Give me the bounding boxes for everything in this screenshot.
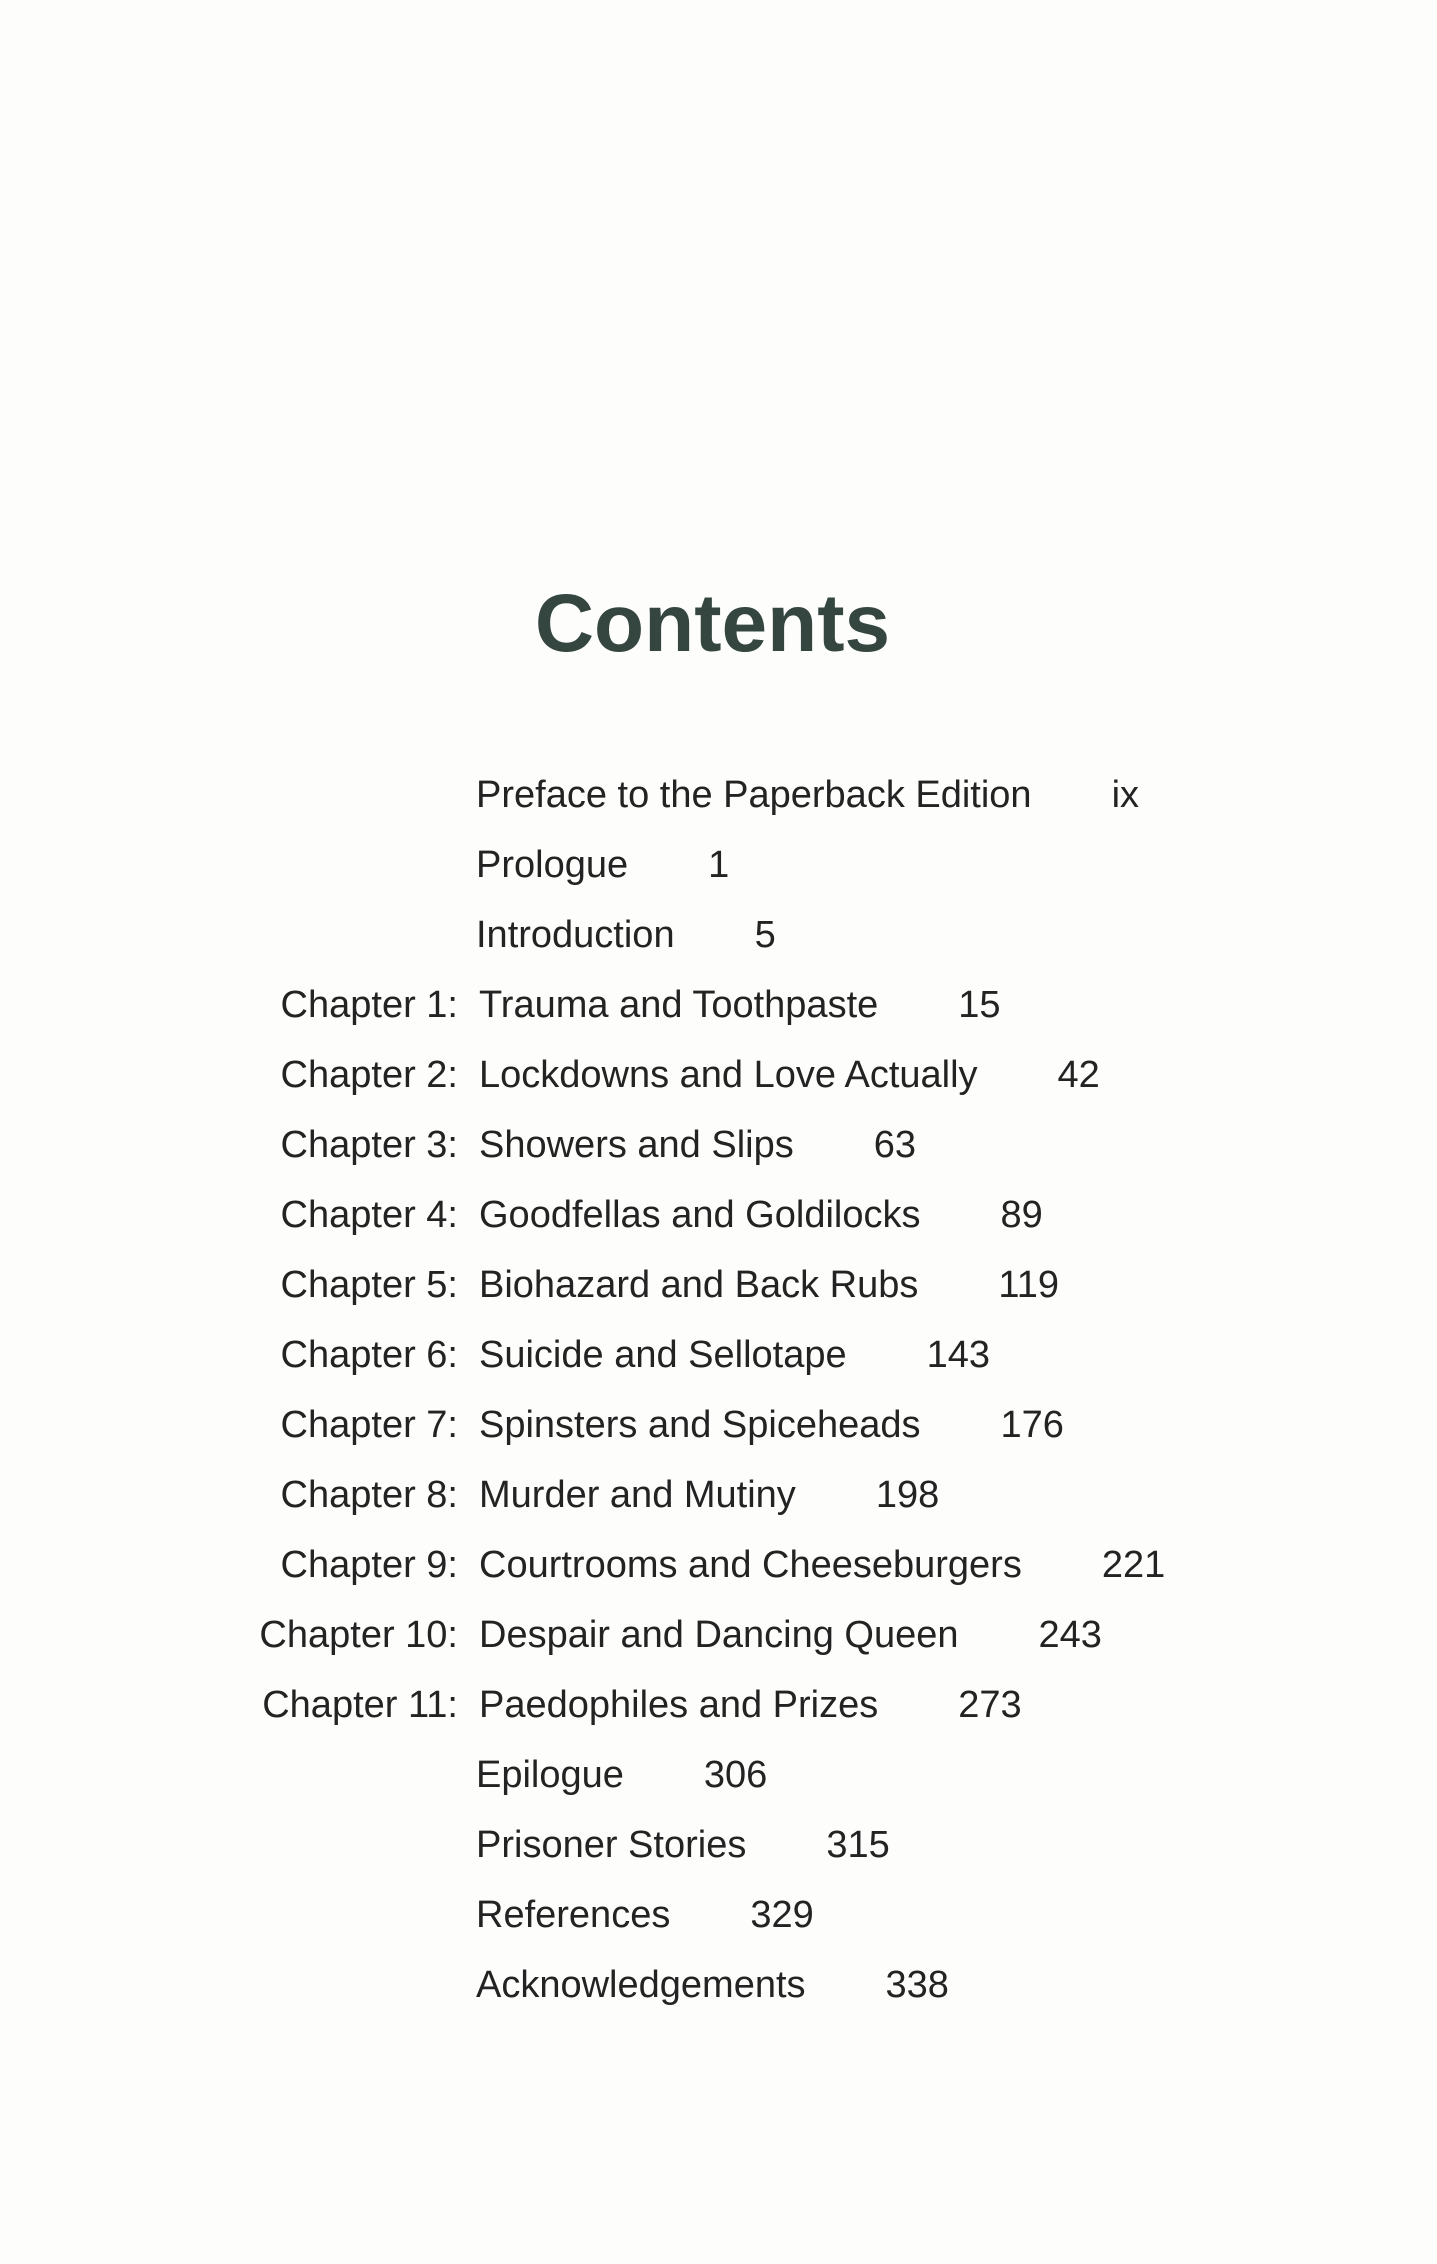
entry-title: Paedophiles and Prizes xyxy=(479,1684,879,1726)
entry-body xyxy=(479,1530,1165,1600)
entry-title: Lockdowns and Love Actually xyxy=(479,1054,978,1096)
entry-body xyxy=(479,1110,916,1180)
chapter-label: Chapter 6: xyxy=(280,1334,458,1376)
toc-entry xyxy=(0,970,1437,1040)
entry-body xyxy=(476,1880,814,1950)
page-number: 273 xyxy=(958,1684,1022,1726)
entry-body xyxy=(476,830,729,900)
toc-entry xyxy=(0,1320,1437,1390)
toc-entry xyxy=(0,1670,1437,1740)
page-number: 306 xyxy=(703,1754,768,1796)
chapter-label: Chapter 9: xyxy=(280,1544,458,1586)
chapter-label: Chapter 1: xyxy=(280,984,458,1026)
entry-title: Trauma and Toothpaste xyxy=(479,984,879,1026)
page-number: 315 xyxy=(826,1824,890,1866)
entry-body xyxy=(479,1320,990,1390)
entry-title: Murder and Mutiny xyxy=(479,1474,796,1516)
entry-title: References xyxy=(476,1894,671,1936)
page-number: 329 xyxy=(750,1894,814,1936)
page-number: 143 xyxy=(926,1334,991,1376)
chapter-label: Chapter 5: xyxy=(280,1264,458,1306)
page-number: 221 xyxy=(1101,1544,1166,1586)
page-number: 15 xyxy=(958,984,1001,1026)
toc-entry xyxy=(0,1390,1437,1460)
toc-entry xyxy=(0,830,1437,900)
page-number: 89 xyxy=(1000,1194,1043,1236)
chapter-label: Chapter 4: xyxy=(280,1194,458,1236)
page-number: 243 xyxy=(1038,1614,1102,1656)
toc-entry xyxy=(0,1180,1437,1250)
toc-entry xyxy=(0,1740,1437,1810)
chapter-label: Chapter 3: xyxy=(280,1124,458,1166)
entry-body xyxy=(476,1740,767,1810)
chapter-label: Chapter 8: xyxy=(280,1474,458,1516)
page-number: 176 xyxy=(1000,1404,1064,1446)
page-number: 63 xyxy=(873,1124,917,1166)
toc-entry xyxy=(0,1040,1437,1110)
toc-entry xyxy=(0,900,1437,970)
chapter-label: Chapter 7: xyxy=(280,1404,458,1446)
toc-entry xyxy=(0,1600,1437,1670)
entry-body xyxy=(479,1040,1100,1110)
page-number: 119 xyxy=(998,1264,1059,1306)
entry-title: Spinsters and Spiceheads xyxy=(479,1404,921,1446)
entry-title: Biohazard and Back Rubs xyxy=(479,1264,919,1306)
page-number: 338 xyxy=(885,1964,949,2006)
page-number: 1 xyxy=(708,844,730,886)
entry-body xyxy=(476,760,1139,830)
entry-body xyxy=(479,1390,1064,1460)
entry-body xyxy=(479,1180,1043,1250)
entry-title: Showers and Slips xyxy=(479,1124,794,1166)
page-number: 198 xyxy=(875,1474,940,1516)
page-number: 5 xyxy=(754,914,776,956)
entry-title: Prisoner Stories xyxy=(476,1824,747,1866)
entry-title: Courtrooms and Cheeseburgers xyxy=(479,1544,1022,1586)
entry-body xyxy=(476,1810,890,1880)
page-title: Contents xyxy=(534,577,891,669)
toc-entry xyxy=(0,1950,1437,2020)
entry-title: Goodfellas and Goldilocks xyxy=(479,1194,921,1236)
chapter-label: Chapter 10: xyxy=(259,1614,458,1656)
entry-body xyxy=(479,1670,1022,1740)
page-number: 42 xyxy=(1057,1054,1100,1096)
entry-title: Epilogue xyxy=(476,1754,624,1796)
entry-title: Acknowledgements xyxy=(476,1964,806,2006)
toc-entry xyxy=(0,760,1437,830)
toc-entry xyxy=(0,1530,1437,1600)
toc-entry xyxy=(0,1880,1437,1950)
entry-title: Suicide and Sellotape xyxy=(479,1334,847,1376)
entry-body xyxy=(476,900,776,970)
toc-entry xyxy=(0,1810,1437,1880)
chapter-label: Chapter 11: xyxy=(262,1684,458,1726)
toc-entry xyxy=(0,1250,1437,1320)
entry-body xyxy=(479,970,1001,1040)
entry-title: Introduction xyxy=(476,914,675,956)
chapter-label: Chapter 2: xyxy=(280,1054,458,1096)
entry-body xyxy=(479,1600,1102,1670)
entry-body xyxy=(479,1250,1059,1320)
entry-title: Preface to the Paperback Edition xyxy=(476,774,1032,816)
entry-body xyxy=(476,1950,949,2020)
page-number: ix xyxy=(1111,774,1140,816)
entry-title: Prologue xyxy=(476,844,629,886)
entry-title: Despair and Dancing Queen xyxy=(479,1614,959,1656)
entry-body xyxy=(479,1460,939,1530)
toc-entry xyxy=(0,1110,1437,1180)
toc-entry xyxy=(0,1460,1437,1530)
table-of-contents xyxy=(0,760,1437,2020)
